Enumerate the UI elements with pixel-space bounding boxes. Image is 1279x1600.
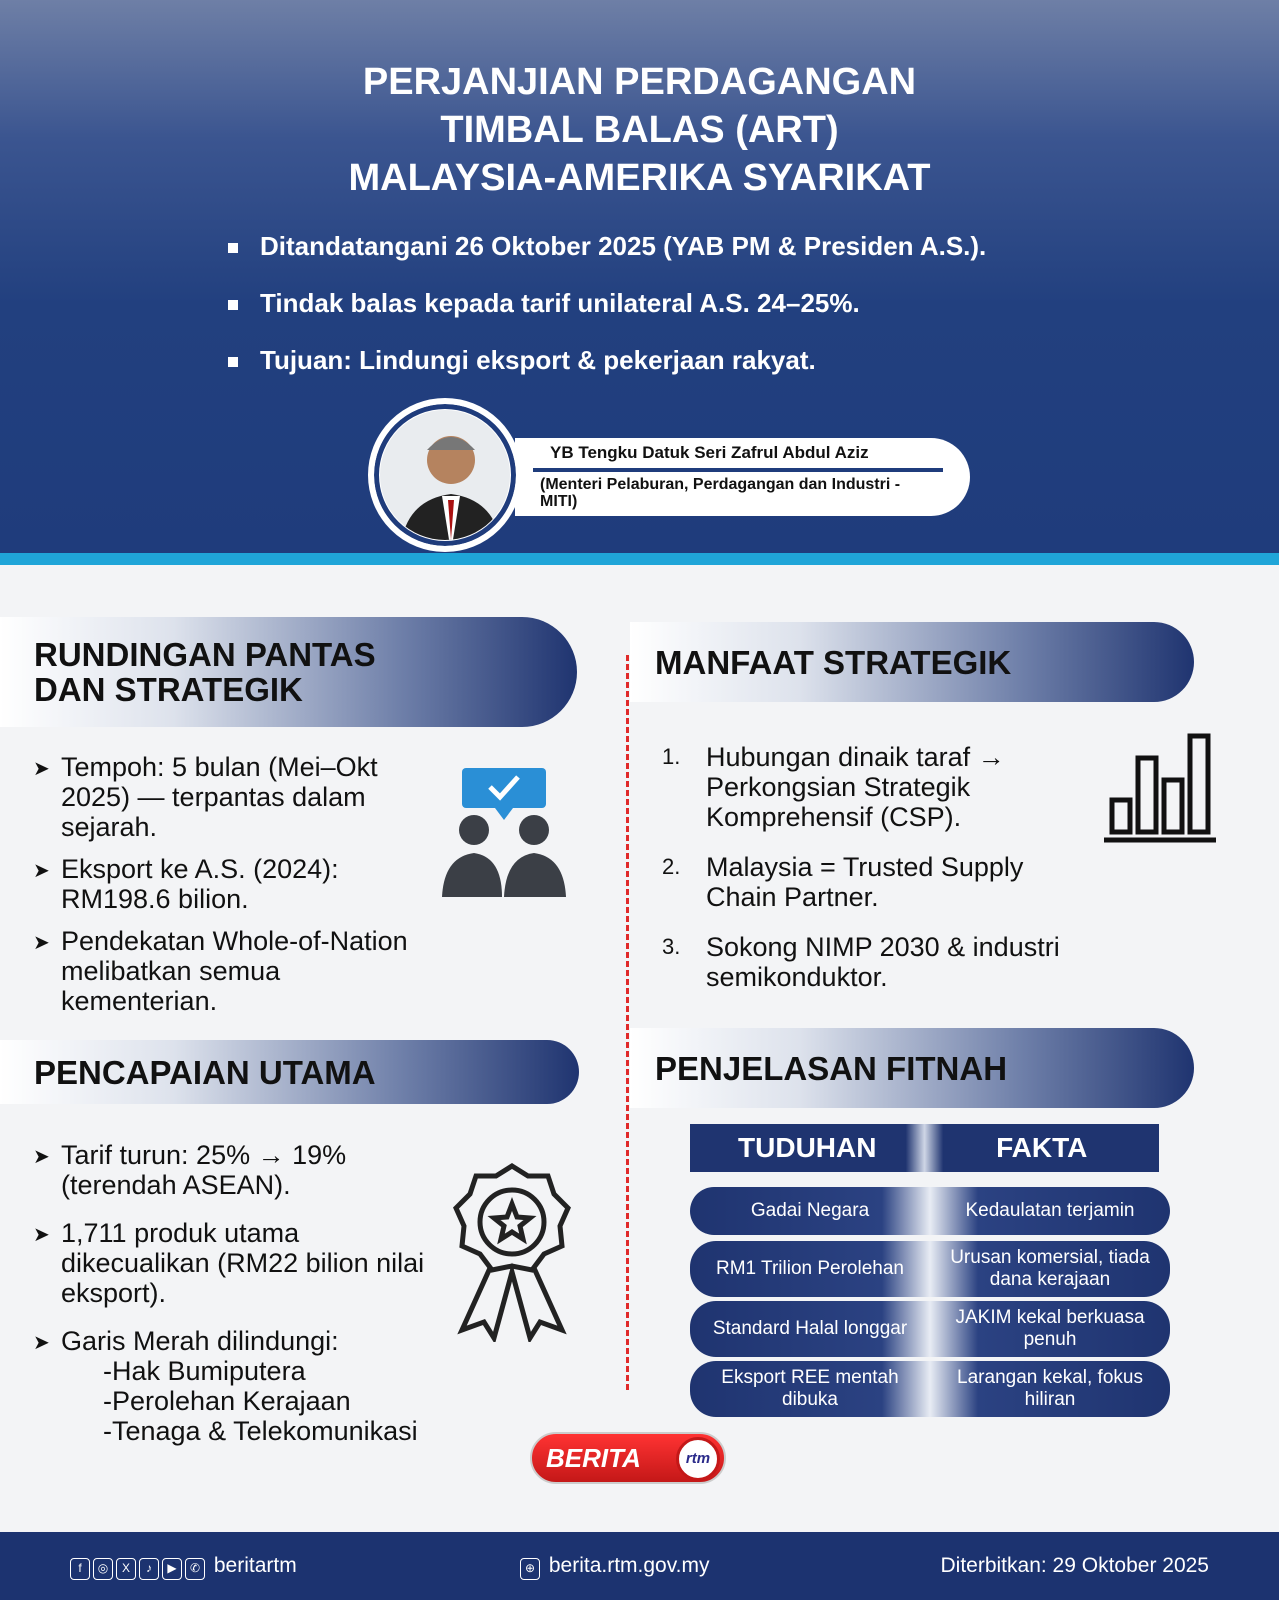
globe-icon: ⊕ [520,1558,540,1580]
list-item: ➤ 1,711 produk utama dikecualikan (RM22 bilion nilai eksport). [33,1218,443,1308]
tiktok-icon[interactable]: ♪ [139,1558,159,1580]
fitnah-heading: PENJELASAN FITNAH [630,1028,1194,1108]
name-card [515,438,970,516]
list-item: ➤ Pendekatan Whole-of-Nation melibatkan semua kementerian. [33,926,433,1016]
bar-chart-icon [1100,730,1220,845]
fitnah-row: RM1 Trilion Perolehan Urusan komersial, tiada dana kerajaan [690,1241,1170,1297]
hero-bullet: Ditandatangani 26 Oktober 2025 (YAB PM & Presiden A.S.). [228,231,986,262]
list-item: ➤ Tempoh: 5 bulan (Mei–Okt 2025) — terpantas dalam sejarah. [33,752,433,842]
fitnah-row: Gadai Negara Kedaulatan terjamin [690,1187,1170,1235]
list-item: ➤ Eksport ke A.S. (2024): RM198.6 bilion. [33,854,433,914]
list-item: 2. Malaysia = Trusted Supply Chain Partner. [662,852,1024,912]
x-icon[interactable]: X [116,1558,136,1580]
person-role: (Menteri Pelaburan, Perdagangan dan Industri - MITI) [540,476,901,510]
rundingan-list [33,752,433,1016]
whatsapp-icon[interactable]: ✆ [185,1558,205,1580]
social-handle: beritartm [213,1554,297,1577]
instagram-icon[interactable]: ◎ [93,1558,113,1580]
main-title: PERJANJIAN PERDAGANGAN TIMBAL BALAS (ART) MALAYSIA-AMERIKA SYARIKAT [348,61,931,199]
list-item: ➤ Garis Merah dilindungi: -Hak Bumiputera -Perolehan Kerajaan -Tenaga & Telekomunikasi [33,1326,443,1446]
hero-bullet: Tindak balas kepada tarif unilateral A.S. 24–25%. [228,288,860,319]
youtube-icon[interactable]: ▶ [162,1558,182,1580]
manfaat-list [662,742,1092,992]
pencapaian-heading: PENCAPAIAN UTAMA [0,1040,579,1104]
fitnah-row: Eksport REE mentah dibuka Larangan kekal, fokus hiliran [690,1361,1170,1417]
published-date: Diterbitkan: 29 Oktober 2025 [940,1554,1209,1577]
rundingan-heading: RUNDINGAN PANTAS DAN STRATEGIK [0,617,577,727]
social-links[interactable] [70,1554,297,1580]
sub-list: -Hak Bumiputera -Perolehan Kerajaan -Tenaga & Telekomunikasi [103,1356,418,1446]
website-link[interactable]: ⊕ berita.rtm.gov.my [520,1554,710,1580]
manfaat-heading: MANFAAT STRATEGIK [630,622,1194,702]
award-icon [450,1162,575,1342]
hero-bullet: Tujuan: Lindungi eksport & pekerjaan rakyat. [228,345,816,376]
meeting-icon [440,765,575,900]
person-name: YB Tengku Datuk Seri Zafrul Abdul Aziz [550,443,869,462]
list-item: 1. Hubungan dinaik taraf → Perkongsian Strategik Komprehensif (CSP). [662,742,1005,832]
list-item: ➤ Tarif turun: 25% → 19% (terendah ASEAN). [33,1140,443,1200]
pencapaian-list [33,1140,443,1446]
facebook-icon[interactable]: f [70,1558,90,1580]
minister-photo [368,398,522,552]
footer [0,1532,1279,1600]
fitnah-table-header: TUDUHAN FAKTA [690,1124,1159,1172]
list-item: 3. Sokong NIMP 2030 & industri semikonduktor. [662,932,1060,992]
fitnah-row: Standard Halal longgar JAKIM kekal berkuasa penuh [690,1301,1170,1357]
column-divider [626,655,629,1390]
berita-rtm-logo: BERITA rtm [530,1432,726,1484]
